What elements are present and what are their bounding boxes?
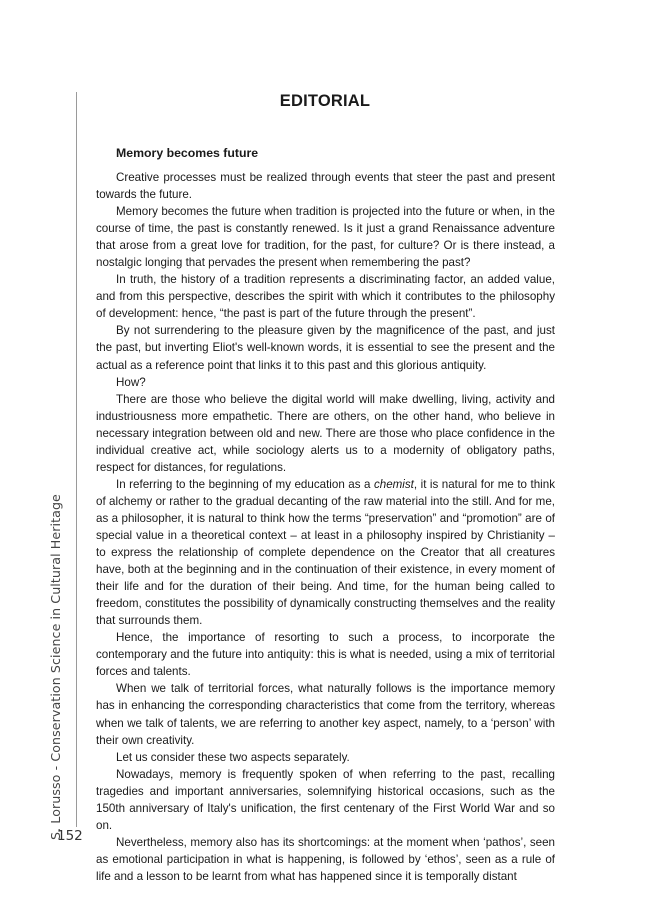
page-number: 152: [57, 828, 83, 844]
paragraph: By not surrendering to the pleasure given by the magnificence of the past, and just the past, but inverting Eliot's well-known words, it is essential to see the present and the actual as a reference point that links it to this past and this glorious antiquity.: [96, 324, 555, 372]
paragraph: Nowadays, memory is frequently spoken of when referring to the past, recalling tragedies and important anniversaries, solemnifying historical occasions, such as the 150th anniversary of Italy's unification, the first centenary of the First World War and so on.: [96, 767, 555, 832]
paragraph: When we talk of territorial forces, what naturally follows is the importance memory has in enhancing the corresponding characteristics that come from the territory, whereas when we talk of talents, we are referring to another key aspect, namely, to a ‘person’ with their own creativity.: [96, 682, 555, 747]
paragraph: Hence, the importance of resorting to such a process, to incorporate the contemporary and the future into antiquity: this is what is needed, using a mix of territorial forces and talents.: [96, 631, 555, 679]
paragraph: Memory becomes the future when tradition is projected into the future or when, in the course of time, the past is constantly renewed. Is it just a grand Renaissance adventure that arose from a great love for tradition, for the past, for culture? Or is there instead, a nostalgic longing that pervades the present when remembering the past?: [96, 205, 555, 270]
paragraph: Creative processes must be realized through events that steer the past and present towards the future.: [96, 171, 555, 202]
paragraph: Nevertheless, memory also has its shortcomings: at the moment when ‘pathos’, seen as emotional participation in what is happening, is followed by ‘ethos’, seen as a rule of life and a lesson to be learnt from what has happened since it is temporally distant: [96, 835, 555, 883]
paragraph: In truth, the history of a tradition represents a discriminating factor, an added value, and from this perspective, describes the spirit with which it contributes to the philosophy of development: hence, “the past is part of the future through the present”.: [96, 273, 555, 321]
paragraph: [96, 476, 555, 629]
paragraph: Let us consider these two aspects separately.: [116, 750, 350, 764]
paragraph: How?: [116, 375, 146, 389]
article-subtitle: Memory becomes future: [116, 146, 259, 160]
paragraph: There are those who believe the digital world will make dwelling, living, activity and industriousness more empathetic. There are others, on the other hand, who believe in necessary integration between old and new. There are those who place confidence in the individual creative act, while sociology alerts us to a modernity of obligatory paths, respect for distances, for regulations.: [96, 392, 555, 474]
margin-rule: [76, 92, 77, 827]
side-running-head: S. Lorusso - Conservation Science in Cultural Heritage: [48, 494, 63, 840]
paragraph-text: In referring to the beginning of my education as a: [116, 477, 374, 491]
article-body: [96, 169, 555, 885]
paragraph-text: , it is natural for me to think of alchemy or rather to the gradual decanting of the raw material into the still. And for me, as a philosopher, it is natural to think how the terms “preservation” and “promotion” are of special value in a theoretical context – at least in a philosophy inspired by Christianity – to express the relationship of complete dependence on the Creator that all creatures have, both at the beginning and in the continuation of their existence, in every moment of their life and for the duration of their being. And time, for the human being called to freedom, constitutes the possibility of dynamically constructing themselves and the reality that surrounds them.: [96, 477, 555, 628]
page-title: EDITORIAL: [279, 92, 371, 110]
emphasis-text: chemist: [373, 477, 414, 491]
